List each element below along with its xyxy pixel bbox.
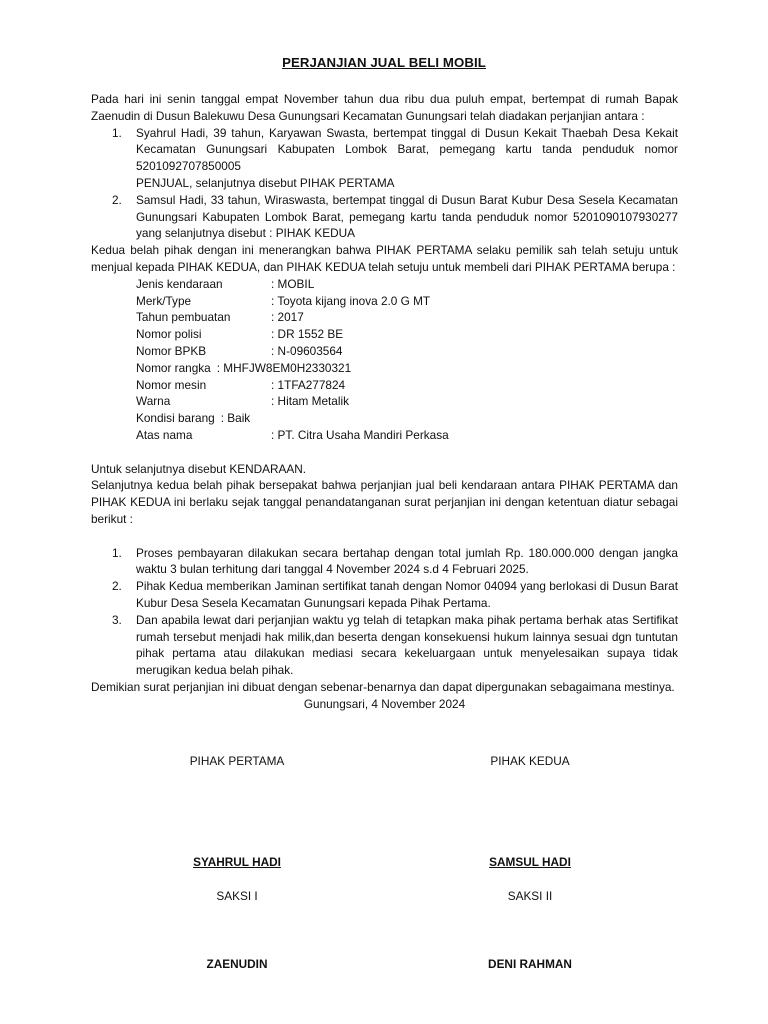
document-body [91,91,678,712]
party-number: 2. [112,192,122,207]
closing-paragraph: Demikian surat perjanjian ini dibuat dengan sebenar-benarnya dan dapat dipergunakan sebagaimana mestinya. [91,679,675,694]
intro-paragraph: Pada hari ini senin tanggal empat November tahun dua ribu dua puluh empat, bertempat di rumah Bapak Zaenudin di Dusun Balekuwu Desa Gunungsari Kecamatan Gunungsari telah diadakan perjanjian antara : [91,92,678,123]
vehicle-spec-value: : Baik [220,411,251,426]
party-number: 1. [112,125,122,140]
parties-list-continued [91,192,678,242]
party-text: Samsul Hadi, 33 tahun, Wiraswasta, bertempat tinggal di Dusun Barat Kubur Desa Sesela Kecamatan Gunungsari Kabupaten Lombok Barat, pemegang kartu tanda penduduk nomor 5201090107930277 yang selanjutnya disebut : PIHAK KEDUA [136,192,678,241]
vehicle-spec-label: Nomor rangka [136,360,211,375]
witness-two-label: SAKSI II [507,889,553,903]
vehicle-spec-label: Nomor mesin [136,377,207,392]
vehicle-spec-value: : MHFJW8EM0H2330321 [216,360,352,375]
vehicle-spec-row [136,293,678,310]
document-title: PERJANJIAN JUAL BELI MOBIL [282,55,486,70]
first-party-name: SYAHRUL HADI [193,855,281,869]
vehicle-spec-label: Atas nama [136,427,193,442]
vehicle-spec-row [136,377,678,394]
vehicle-spec-label: Nomor polisi [136,327,202,342]
term-text: Pihak Kedua memberikan Jaminan sertifikat tanah dengan Nomor 04094 yang berlokasi di Dusun Barat Kubur Desa Sesela Kecamatan Gunungsari kepada Pihak Pertama. [136,579,678,610]
second-party-label: PIHAK KEDUA [490,754,570,768]
vehicle-spec-label: Jenis kendaraan [136,276,223,291]
vehicle-spec-row [136,276,678,293]
witness-one-label: SAKSI I [216,889,258,903]
term-text: Proses pembayaran dilakukan secara bertahap dengan total jumlah Rp. 180.000.000 dengan jangka waktu 3 bulan terhitung dari tanggal 4 November 2024 s.d 4 Februari 2025. [136,545,678,577]
vehicle-spec-value: : MOBIL [271,276,315,291]
vehicle-spec-label: Kondisi barang [136,411,215,426]
vehicle-spec-value: : DR 1552 BE [271,327,344,342]
agreement-paragraph: Selanjutnya kedua belah pihak bersepakat bahwa perjanjian jual beli kendaraan antara PIHAK PERTAMA dan PIHAK KEDUA ini berlaku sejak tanggal penandatanganan surat perjanjian ini dengan ketentuan diatur sebagai berikut : [91,478,678,526]
party-item [91,125,678,175]
kendaraan-line: Untuk selanjutnya disebut KENDARAAN. [91,461,307,476]
vehicle-spec-value: : Hitam Metalik [271,394,350,409]
vehicle-spec-row [136,343,678,360]
term-item [91,545,678,579]
vehicle-spec-row [136,326,678,343]
vehicle-spec-row [136,309,678,326]
witness-two-name: DENI RAHMAN [488,957,572,971]
parties-list [91,125,678,175]
vehicle-spec-table [136,276,678,444]
vehicle-spec-row [136,393,678,410]
vehicle-spec-row [136,427,678,444]
term-text: Dan apabila lewat dari perjanjian waktu yg telah di tetapkan maka pihak pertama berhak atas Sertifikat rumah tersebut menjadi hak milik,dan beserta dengan konsekuensi hukum lainnya sesuai dgn tuntutan pihak pertama atau dilakukan mediasi secara kekeluargaan untuk menyelesaikan supaya tidak merugikan kedua belah pihak. [136,612,678,678]
first-party-label: PIHAK PERTAMA [189,754,285,768]
party-note: PENJUAL, selanjutnya disebut PIHAK PERTAMA [136,175,395,190]
place-date: Gunungsari, 4 November 2024 [303,696,466,711]
term-item [91,612,678,679]
vehicle-spec-row [136,410,678,427]
vehicle-spec-label: Tahun pembuatan [136,310,231,325]
party-item [91,192,678,242]
statement-paragraph: Kedua belah pihak dengan ini menerangkan bahwa PIHAK PERTAMA selaku pemilik sah telah setuju untuk menjual kepada PIHAK KEDUA, dan PIHAK KEDUA telah setuju untuk membeli dari PIHAK PERTAMA berupa : [91,243,678,274]
vehicle-spec-row [136,360,678,377]
vehicle-spec-value: : 2017 [271,310,304,325]
terms-list [91,545,678,679]
vehicle-spec-value: : Toyota kijang inova 2.0 G MT [271,293,431,308]
term-number: 1. [112,545,122,560]
party-text: Syahrul Hadi, 39 tahun, Karyawan Swasta, bertempat tinggal di Dusun Kekait Thaebah Desa Kekait Kecamatan Gunungsari Kabupaten Lombok Barat, pemegang kartu tanda penduduk nomor 5201092707850005 [136,125,678,174]
vehicle-spec-label: Warna [136,394,171,409]
term-number: 2. [112,579,122,594]
vehicle-spec-value: : N-09603564 [271,343,343,358]
term-number: 3. [112,612,122,627]
vehicle-spec-value: : 1TFA277824 [271,377,346,392]
vehicle-spec-value: : PT. Citra Usaha Mandiri Perkasa [271,427,449,442]
witness-one-name: ZAENUDIN [206,957,268,971]
vehicle-spec-label: Nomor BPKB [136,343,207,358]
vehicle-spec-label: Merk/Type [136,293,192,308]
term-item [91,578,678,612]
second-party-name: SAMSUL HADI [489,855,571,869]
